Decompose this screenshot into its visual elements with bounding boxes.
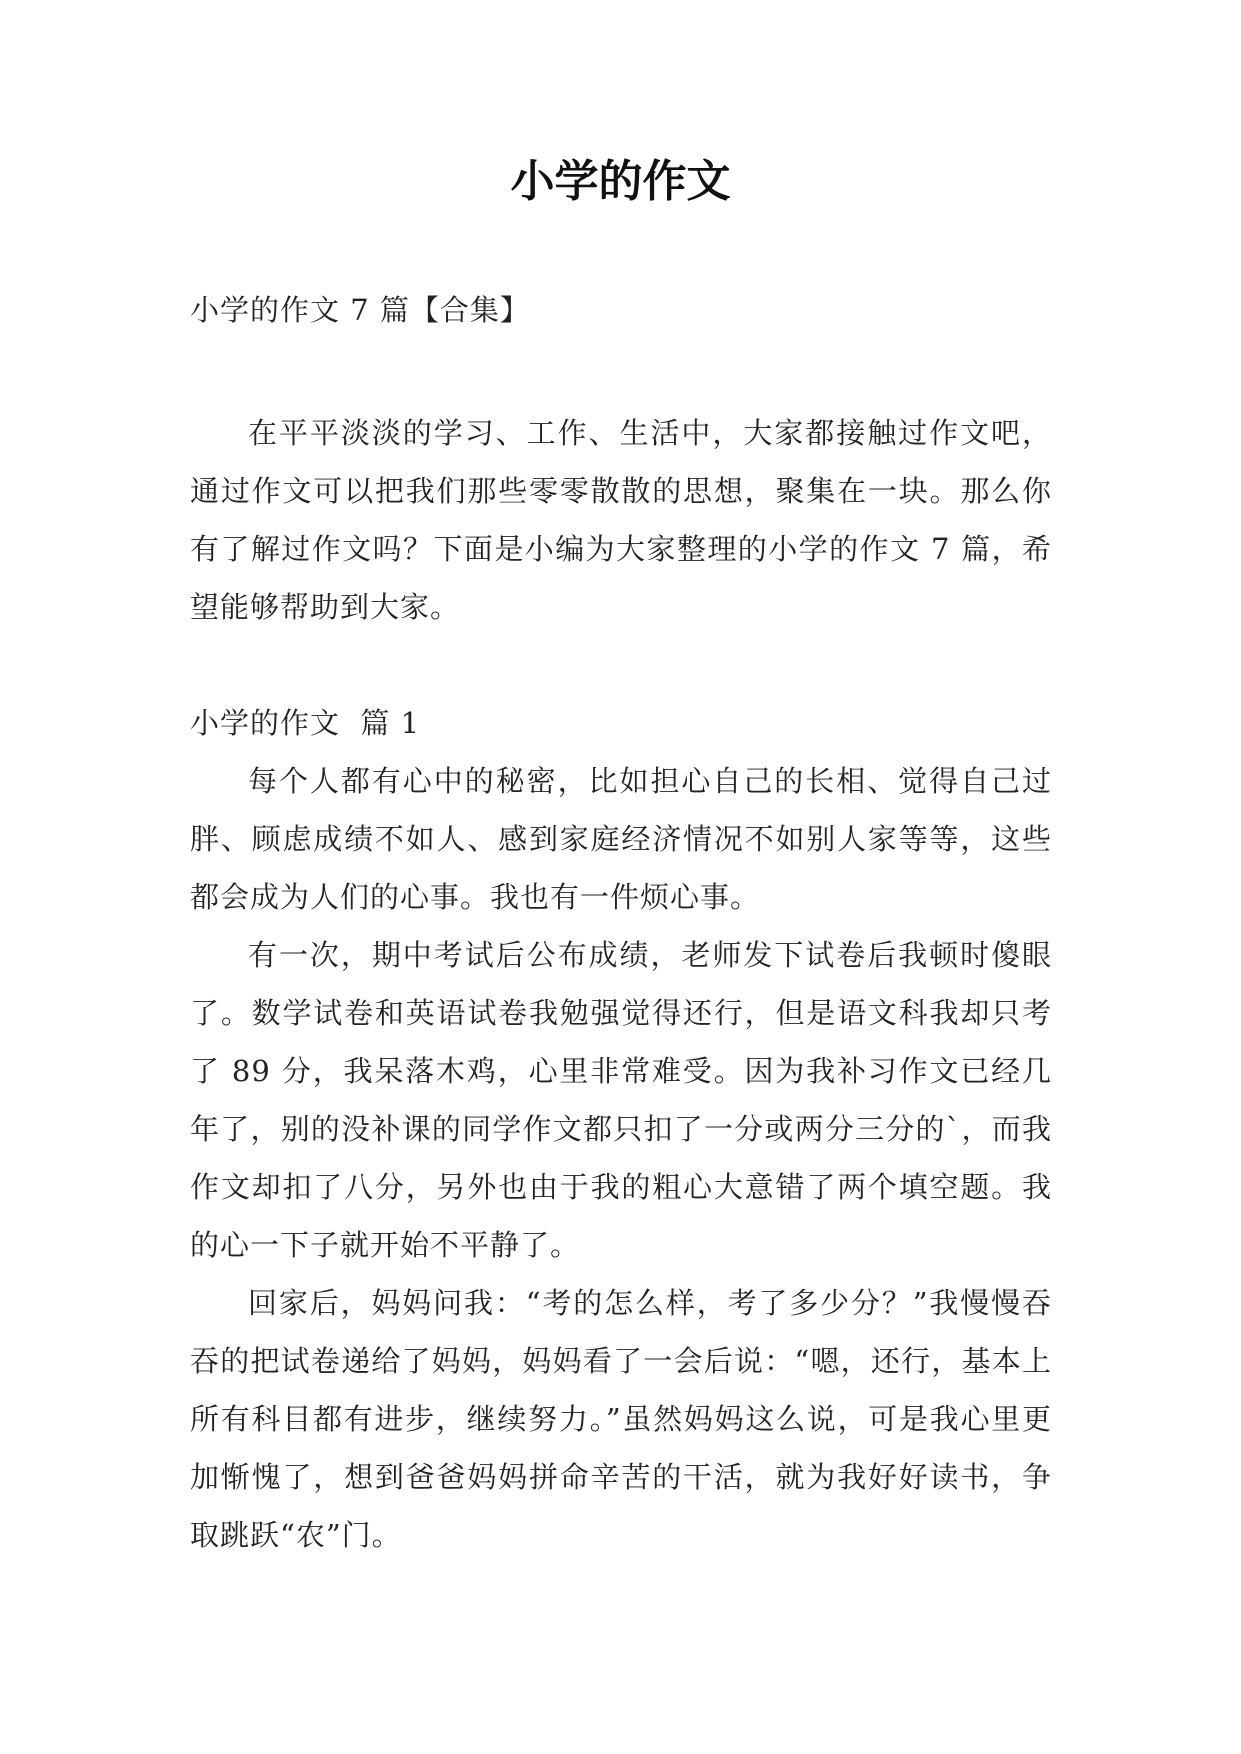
- essay-paragraph-2: 有一次，期中考试后公布成绩，老师发下试卷后我顿时傻眼了。数学试卷和英语试卷我勉强觉得还行，但是语文科我却只考了 89 分，我呆落木鸡，心里非常难受。因为我补习作文已经几年了，别的没补课的同学作文都只扣了一分或两分三分的`，而我作文却扣了八分，另外也由于我的粗心大意错了两个填空题。我的心一下子就开始不平静了。: [190, 938, 1052, 1262]
- essay-paragraph-1: 每个人都有心中的秘密，比如担心自己的长相、觉得自己过胖、顾虑成绩不如人、感到家庭经济情况不如别人家等等，这些都会成为人们的心事。我也有一件烦心事。: [190, 764, 1052, 914]
- document-title: 小学的作文: [510, 156, 731, 207]
- intro-section: [190, 404, 1052, 636]
- essay-paragraph-3: 回家后，妈妈问我：“考的怎么样，考了多少分？”我慢慢吞吞的把试卷递给了妈妈，妈妈看了一会后说：“嗯，还行，基本上所有科目都有进步，继续努力。”虽然妈妈这么说，可是我心里更加惭愧了，想到爸爸妈妈拼命辛苦的干活，就为我好好读书，争取跳跃“农”门。: [190, 1286, 1052, 1552]
- section-heading: 小学的作文 篇 1: [190, 706, 421, 740]
- intro-paragraph: 在平平淡淡的学习、工作、生活中，大家都接触过作文吧，通过作文可以把我们那些零零散散的思想，聚集在一块。那么你有了解过作文吗？下面是小编为大家整理的小学的作文 7 篇，希望能够帮助到大家。: [190, 416, 1052, 624]
- document-subtitle: 小学的作文 7 篇【合集】: [190, 293, 530, 327]
- essay-body: [190, 752, 1052, 1564]
